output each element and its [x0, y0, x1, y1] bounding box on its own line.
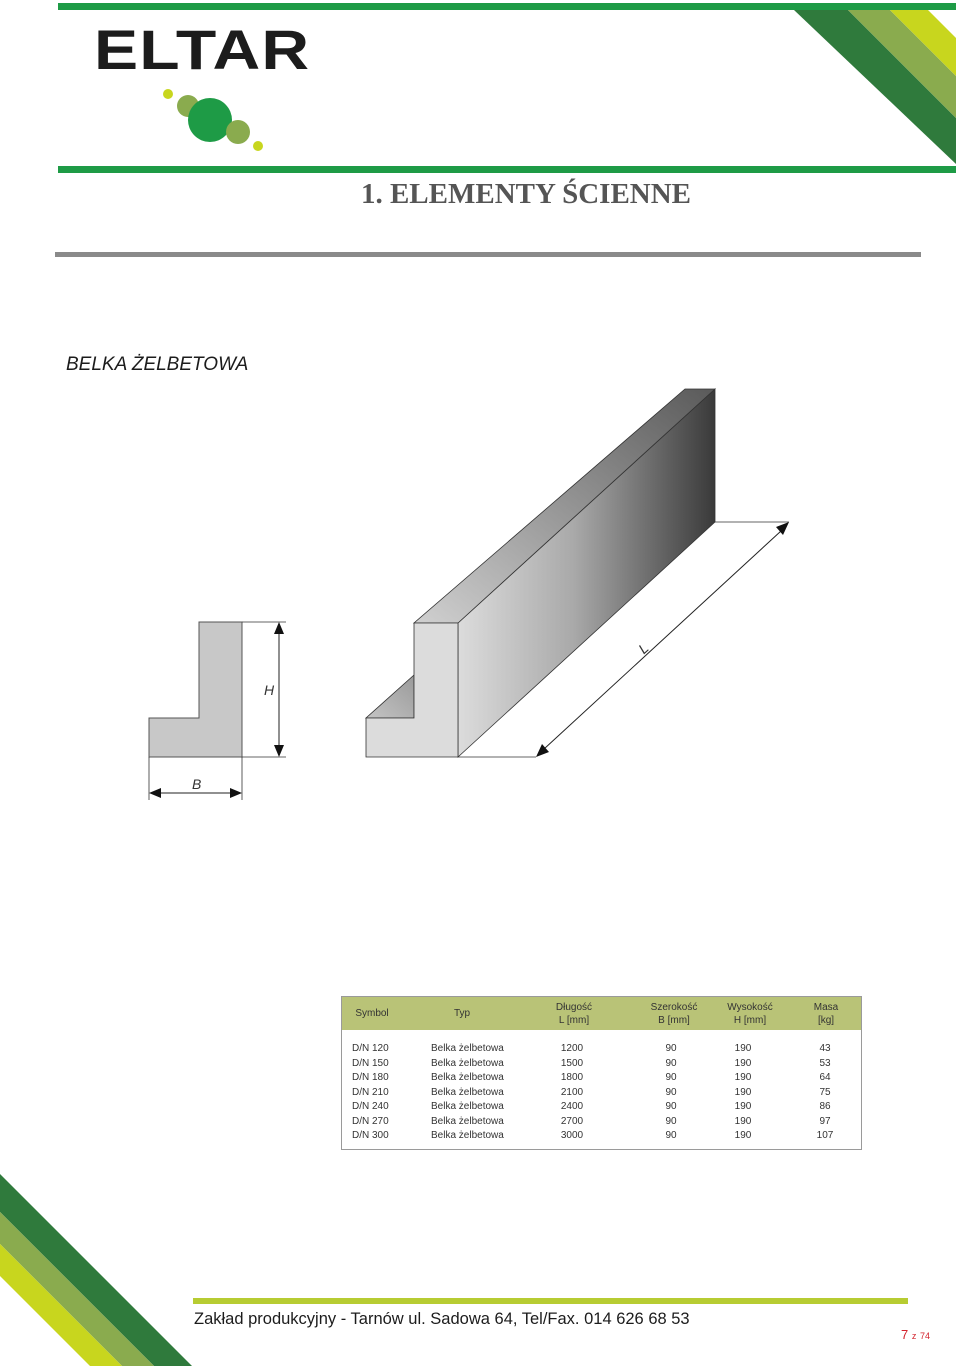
- table-cell: 3000: [560, 1130, 584, 1141]
- h-arrow-bottom-icon: [274, 745, 284, 757]
- table-cell: 90: [665, 1130, 677, 1141]
- footer-address: Zakład produkcyjny - Tarnów ul. Sadowa 64, Tel/Fax. 014 626 68 53: [194, 1310, 690, 1328]
- table-cell: 1200: [560, 1043, 584, 1054]
- table-cell: 190: [734, 1057, 752, 1069]
- table-row: [342, 1043, 861, 1058]
- column-header-line1: Symbol: [355, 1008, 389, 1019]
- table-cell: Belka żelbetowa: [431, 1072, 504, 1083]
- table-cell: 190: [734, 1130, 752, 1141]
- product-table: [341, 996, 862, 1150]
- table-cell: D/N 300: [352, 1130, 389, 1141]
- table-cell: 1500: [560, 1057, 584, 1069]
- column-header-line2: H [mm]: [733, 1014, 767, 1026]
- table-row: [342, 1087, 861, 1102]
- table-cell: 190: [734, 1101, 752, 1112]
- footer-decoration: [0, 1170, 200, 1366]
- table-cell: 107: [816, 1130, 834, 1141]
- dimension-label-b: B: [192, 776, 202, 792]
- table-cell: Belka żelbetowa: [431, 1101, 504, 1112]
- table-cell: 2400: [560, 1101, 584, 1112]
- table-header: [342, 997, 861, 1030]
- page-total: 74: [919, 1331, 930, 1341]
- table-cell: Belka żelbetowa: [431, 1043, 504, 1054]
- table-cell: 1800: [560, 1072, 584, 1083]
- section-title: 1. ELEMENTY ŚCIENNE: [360, 178, 692, 210]
- page-separator: z: [911, 1331, 917, 1341]
- table-row: [342, 1116, 861, 1131]
- b-arrow-left-icon: [149, 788, 161, 798]
- table-row: [342, 1130, 861, 1145]
- logo-dots-icon: [163, 89, 263, 151]
- column-header-line2: B [mm]: [658, 1014, 690, 1026]
- table-cell: 97: [819, 1115, 831, 1127]
- table-row: [342, 1072, 861, 1087]
- table-cell: 43: [819, 1043, 831, 1054]
- table-cell: D/N 210: [352, 1086, 389, 1098]
- table-cell: Belka żelbetowa: [431, 1115, 504, 1127]
- dimension-label-l: L: [635, 639, 652, 657]
- table-cell: 90: [665, 1072, 677, 1083]
- table-cell: 53: [819, 1057, 831, 1069]
- table-cell: 90: [665, 1115, 677, 1127]
- column-header-line1: Wysokość: [727, 1001, 773, 1013]
- column-header-line1: Długość: [555, 1001, 593, 1013]
- table-row: [342, 1101, 861, 1116]
- h-arrow-top-icon: [274, 622, 284, 634]
- table-row: [342, 1058, 861, 1073]
- table-cell: 90: [665, 1057, 677, 1069]
- column-header: [337, 997, 407, 1030]
- b-arrow-right-icon: [230, 788, 242, 798]
- top-green-bar: [58, 3, 956, 10]
- column-header: [417, 997, 507, 1030]
- l-arrow-far-icon: [776, 522, 789, 535]
- table-cell: 190: [734, 1072, 752, 1083]
- table-cell: D/N 120: [352, 1043, 389, 1054]
- column-header-line2: [kg]: [817, 1014, 835, 1026]
- bottom-green-bar: [58, 166, 956, 173]
- table-cell: D/N 240: [352, 1101, 389, 1112]
- dimension-label-h: H: [264, 682, 275, 698]
- table-cell: 90: [665, 1101, 677, 1112]
- table-cell: Belka żelbetowa: [431, 1057, 504, 1069]
- table-cell: 190: [734, 1115, 752, 1127]
- beam-drawing: [0, 380, 960, 810]
- table-cell: D/N 270: [352, 1115, 389, 1127]
- product-title: BELKA ŻELBETOWA: [66, 354, 249, 375]
- footer-divider: [193, 1298, 908, 1304]
- table-cell: 75: [819, 1086, 831, 1098]
- table-cell: D/N 150: [352, 1057, 389, 1069]
- column-header-line1: Masa: [813, 1001, 839, 1013]
- table-cell: 90: [665, 1043, 677, 1054]
- page-number: [901, 1327, 930, 1342]
- column-header: [705, 997, 795, 1030]
- column-header-line2: L [mm]: [558, 1014, 590, 1026]
- table-cell: 190: [734, 1086, 752, 1098]
- table-cell: 2100: [560, 1086, 584, 1098]
- table-cell: Belka żelbetowa: [431, 1130, 504, 1141]
- cross-section-profile: [149, 622, 242, 757]
- column-header: [791, 997, 861, 1030]
- column-header: [529, 997, 619, 1030]
- column-header-line1: Typ: [453, 1008, 471, 1019]
- company-logo: ELTAR: [94, 18, 311, 81]
- table-cell: 190: [734, 1043, 752, 1054]
- table-cell: Belka żelbetowa: [431, 1086, 504, 1098]
- page-current: 7: [901, 1327, 909, 1342]
- table-cell: 86: [819, 1101, 831, 1112]
- table-cell: 64: [819, 1072, 831, 1083]
- column-header-line1: Szerokość: [650, 1001, 698, 1013]
- section-divider: [55, 252, 921, 257]
- table-cell: 90: [665, 1086, 677, 1098]
- table-cell: 2700: [560, 1115, 584, 1127]
- beam-ledge-top: [366, 675, 414, 718]
- table-cell: D/N 180: [352, 1072, 389, 1083]
